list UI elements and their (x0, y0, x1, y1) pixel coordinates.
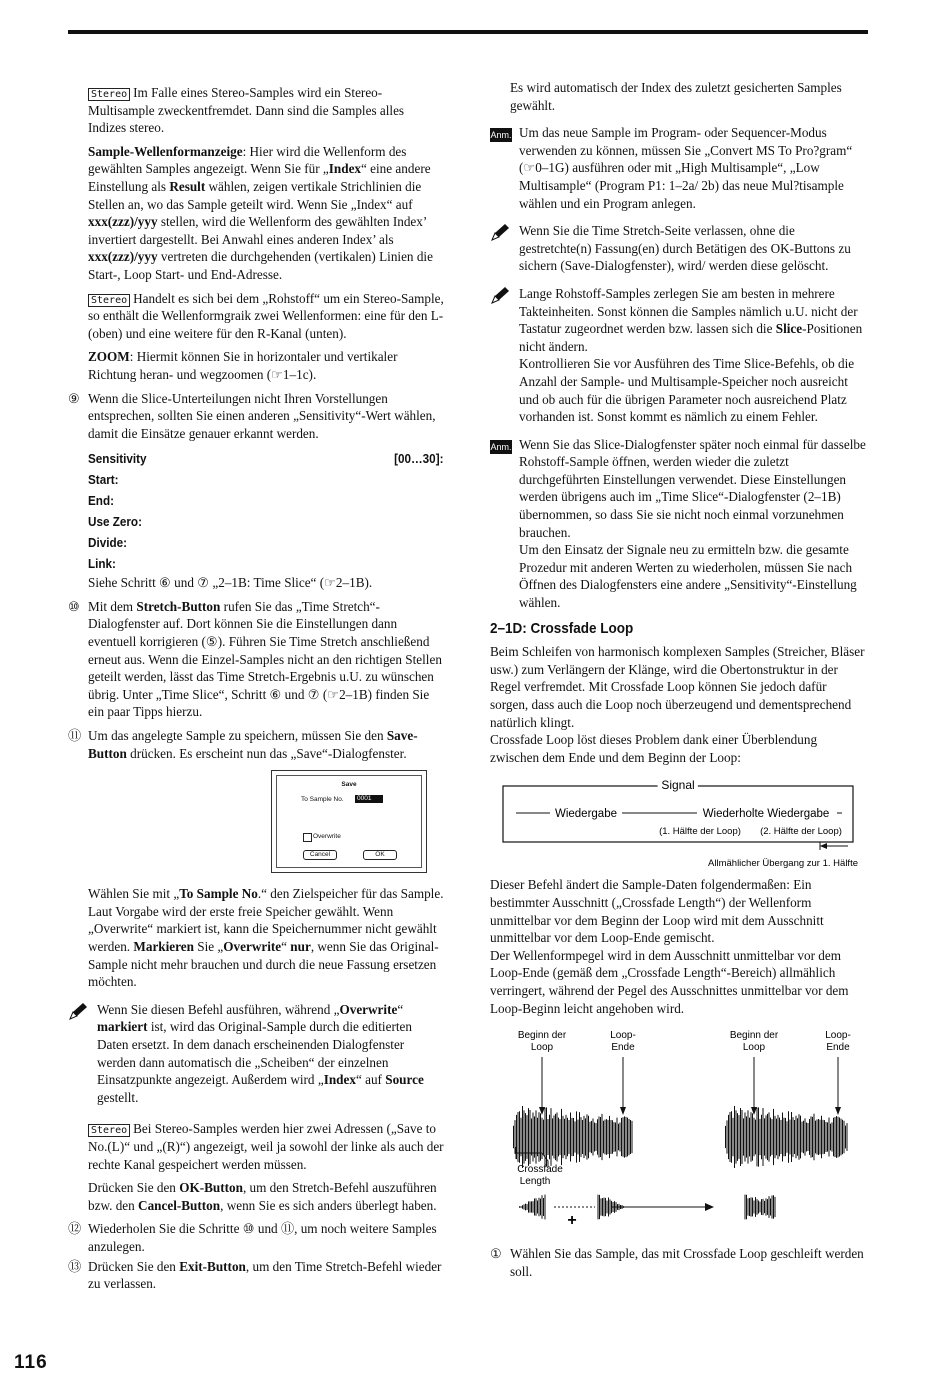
crossfade-desc-2: Der Wellenformpegel wird in dem Ausschnitt unmittelbar vor dem Loop-Ende (gemäß dem „Crossfade Length“-Bereich) allmählich verringert, während der Pegel des Ausschnittes unmittelbar vor dem Loop-Beginn leicht angehoben wird. (490, 947, 849, 1016)
pencil-note-icon (490, 223, 510, 246)
top-rule (68, 30, 868, 34)
begin-loop-label-2: Beginn der Loop (729, 1030, 779, 1054)
stereo-paragraph-2: Stereo Handelt es sich bei dem „Rohstoff“ um ein Stereo-Sample, so enthält die Wellenformgraik zwei Wellenformen: eine für den L- (oben) und eine weitere für den R-Kanal (unten). (88, 290, 444, 341)
anm-icon: Anm. (490, 441, 512, 452)
overwrite-checkbox[interactable] (303, 833, 312, 842)
step-11: ⑪ Um das angelegte Sample zu speichern, müssen Sie den Save-Button drücken. Es erscheint nun das „Save“-Dialogfenster. (68, 728, 418, 761)
ok-cancel-paragraph: Drücken Sie den OK-Button, um den Stretch-Befehl auszuführen bzw. den Cancel-Button, wenn Sie es sich anders überlegt haben. (88, 1180, 437, 1213)
loop-end-label-1: Loop-Ende (610, 1030, 636, 1054)
begin-loop-label-1: Beginn der Loop (517, 1030, 567, 1054)
param-end: End: (88, 493, 115, 509)
param-use-zero: Use Zero: (88, 514, 142, 530)
wiedergabe-label: Wiedergabe (554, 808, 618, 821)
anm-note-2: Anm. Wenn Sie das Slice-Dialogfenster später noch einmal für dasselbe Rohstoff-Sample öffnen, werden wieder die zuletzt durchgeführten Einstellungen verwendet. Diese Einstellungen werden übrigens auch im „Time Slice“-Dialogfenster (2–1B) übernommen, so dass Sie sie nicht noch einmal vorzunehmen brauchen. Um den Einsatz der Signale neu zu ermitteln bzw. die gesamte Prozedur mit anderen Werten zu wiederholen, müssen Sie nach Öffnen des Dialogfensters eine andere „Sensitivity“-Einstellung wählen. (490, 436, 866, 611)
auto-index-paragraph: Es wird automatisch der Index des zuletzt gesicherten Samples gewählt. (510, 80, 842, 113)
pencil-note-icon (490, 286, 510, 309)
step-13: ⑬ Drücken Sie den Exit-Button, um den Time Stretch-Befehl wieder zu verlassen. (68, 1258, 442, 1292)
anm-icon: Anm. (490, 130, 512, 141)
transition-label: Allmählicher Übergang zur 1. Hälfte (708, 858, 858, 870)
crossfade-intro: Beim Schleifen von harmonisch komplexen Samples (Streicher, Bläser usw.) zum Verlängern der Klänge, wird die Obertonstruktur in der Regel verfremdet. Mit Crossfade Loop können Sie jedoch dafür sorgen, dass auch die Loop noch überzeugend und dementsprechend natürlich klingt. Crossfade Loop löst dieses Problem dank einer Überblendung zwischen dem Ende und dem Beginn der Loop: (490, 644, 865, 765)
ok-button[interactable]: OK (363, 850, 397, 860)
param-link: Link: (88, 556, 116, 572)
stereo-tag: Stereo (88, 294, 130, 307)
zoom-paragraph: ZOOM: Hiermit können Sie in horizontaler und vertikaler Richtung heran- und wegzoomen (☞1–1c). (88, 349, 398, 382)
to-sample-label: To Sample No. (301, 796, 344, 804)
right-column (490, 79, 868, 1286)
overwrite-note: Wenn Sie diesen Befehl ausführen, während „Overwrite“ markiert ist, wird das Original-Sample durch die editierten Daten ersetzt. In dem danach erscheinenden Dialogfenster werden dann automatisch die „Scheiben“ der einzelnen Einsatzpunkte angezeigt. Außerdem wird „Index“ auf Source gestellt. (68, 1001, 445, 1107)
page-number: 116 (14, 1352, 48, 1373)
save-dialog (271, 770, 427, 873)
params-reference: Siehe Schritt ⑥ und ⑦ „2–1B: Time Slice“ (☞2–1B). (88, 575, 373, 591)
stereo-paragraph-3: Stereo Bei Stereo-Samples werden hier zwei Adressen („Save to No.(L)“ und „(R)“) angezeigt, weil ja sowohl der linke als auch der rechte Kanal gespeichert werden müssen. (88, 1121, 444, 1172)
stereo-paragraph-1: Stereo Im Falle eines Stereo-Samples wird ein Stereo-Multisample zweckentfremdet. Dann sind die Samples alles Indizes stereo. (88, 85, 405, 136)
pencil-note-2: Lange Rohstoff-Samples zerlegen Sie am besten in mehrere Takteinheiten. Sonst können die Samples nämlich u.U. nicht der Tastatur zugeordnet werden bzw. lassen sich die Slice-Positionen nicht ändern. Kontrollieren Sie vor Ausführen des Time Slice-Befehls, ob die Anzahl der Sample- und Multisample-Speicher noch ausreicht und ob auch für die übrigen Parameter noch ausreichend Platz vorhanden ist. Sonst kommt es nämlich zu einem Fehler. (490, 285, 868, 426)
to-sample-paragraph: Wählen Sie mit „To Sample No.“ den Zielspeicher für das Sample. Laut Vorgabe wird der erste freie Speicher gewählt. Wenn „Overwrite“ markiert ist, kann die Speichernummer nicht gewählt werden. Markieren Sie „Overwrite“ nur, wenn Sie das Original-Sample nicht mehr brauchen und durch die neue Fassung ersetzen möchten. (88, 886, 444, 990)
crossfade-waveform-diagram (490, 1027, 868, 1237)
stereo-tag: Stereo (88, 88, 130, 101)
pencil-note-icon (68, 1002, 88, 1025)
param-sensitivity: Sensitivity [00…30]: (88, 451, 444, 467)
parameter-list (68, 448, 445, 574)
half-1-label: (1. Hälfte der Loop) (659, 826, 741, 838)
crossfade-step-1: ① Wählen Sie das Sample, das mit Crossfade Loop geschleift werden soll. (490, 1246, 864, 1279)
waveform-display-paragraph: Sample-Wellenformanzeige: Hier wird die Wellenform des gewählten Samples angezeigt. Wenn Sie für „Index“ eine andere Einstellung als Result wählen, zeigen vertikale Strichlinien die Stellen an, wo das Sample geteilt wird. Wenn Sie „Index“ auf xxx(zzz)/yyy stellen, wird die Wellenform des gewählten Index’ invertiert dargestellt. Bei Anwahl eines anderen Index’ als xxx(zzz)/yyy vertreten die durchgehenden (vertikalen) Linien die Start-, Loop Start- und End-Adresse. (88, 143, 433, 282)
half-2-label: (2. Hälfte der Loop) (760, 826, 842, 838)
crossfade-desc-1: Dieser Befehl ändert die Sample-Daten folgendermaßen: Ein bestimmter Ausschnitt („Crossfade Length“) der Wellenform unmittelbar vor dem Beginn der Loop wird mit dem Ausschnitt unmittelbar vor dem Loop-Ende gemischt. (490, 877, 824, 946)
signal-diagram (490, 772, 868, 870)
stereo-tag: Stereo (88, 1124, 130, 1137)
pencil-note-1: Wenn Sie die Time Stretch-Seite verlassen, ohne die gestretchte(n) Fassung(en) durch Betätigen des OK-Buttons zu sichern (Save-Dialogfenster), wird/ werden diese gelöscht. (490, 222, 868, 275)
plus-sign: + (567, 1212, 577, 1230)
loop-end-label-2: Loop-Ende (825, 1030, 851, 1054)
section-heading: 2–1D: Crossfade Loop (490, 619, 634, 637)
step-12: ⑫ Wiederholen Sie die Schritte ⑩ und ⑪, um noch weitere Samples anzulegen. (68, 1221, 437, 1254)
param-divide: Divide: (88, 535, 128, 551)
wiederholte-label: Wiederholte Wiedergabe (702, 808, 830, 821)
crossfade-length-label: Crossfade Length (517, 1164, 563, 1188)
signal-label: Signal (661, 778, 695, 793)
param-start: Start: (88, 472, 119, 488)
cancel-button[interactable]: Cancel (303, 850, 337, 860)
anm-note-1: Anm. Um das neue Sample im Program- oder Sequencer-Modus verwenden zu können, müssen Sie „Convert MS To Pro?gram“ (☞0–1G) ausführen oder mit „High Multisample“, „Low Multisample“ (Program P1: 1–2a/ 2b) das neue Mul?tisample wählen und ein Program anlegen. (490, 125, 853, 211)
overwrite-label: Overwrite (313, 833, 341, 841)
to-sample-field[interactable]: 0001 (355, 795, 383, 803)
step-9: ⑨ Wenn die Slice-Unterteilungen nicht Ihren Vorstellungen entsprechen, sollten Sie einen anderen „Sensitivity“-Wert wählen, damit die Einsätze genauer erkannt werden. (68, 390, 436, 441)
step-10: ⑩ Mit dem Stretch-Button rufen Sie das „Time Stretch“-Dialogfenster auf. Dort können Sie die Einstellungen dann eventuell korrigieren (⑤). Führen Sie Time Stretch anschließend erneut aus. Wenn die Einzel-Samples nicht an den richtigen Stellen geteilt werden, lässt das Time Stretch-Ergebnis u.U. zu wünschen übrig. Unter „Time Slice“, Schritt ⑥ und ⑦ (☞2–1B) finden Sie ein paar Tipps hierzu. (68, 598, 442, 720)
left-column (68, 84, 445, 1299)
dialog-title: Save (341, 781, 357, 789)
